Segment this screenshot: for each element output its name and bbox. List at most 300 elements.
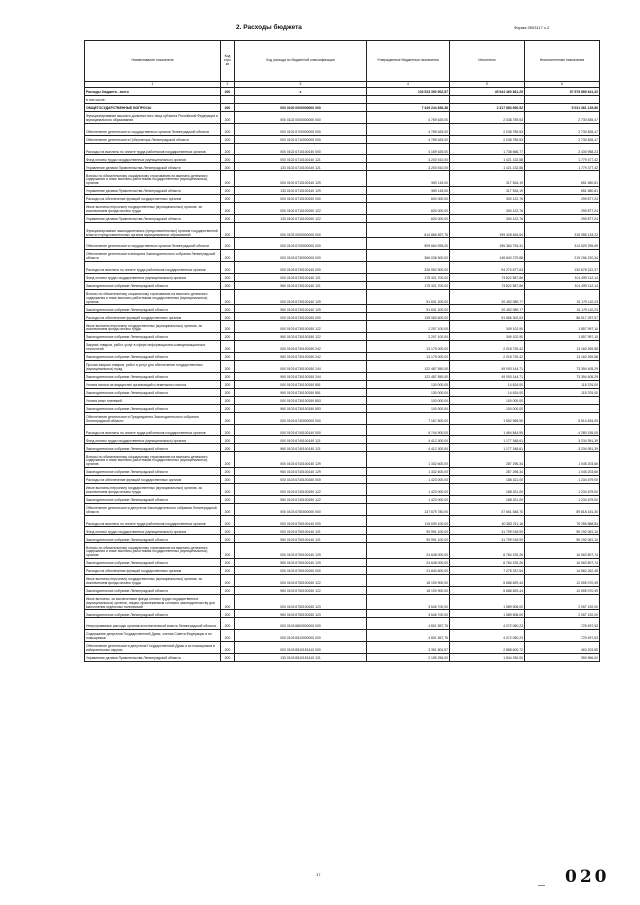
row-code-cell: 200 (221, 503, 235, 515)
row-remaining-cell: 1 779 377,42 (525, 155, 600, 163)
row-remaining-cell (525, 96, 600, 104)
table-row (85, 566, 600, 574)
row-kbk-cell: 000 0103 6740000000 000 (235, 412, 367, 424)
row-approved-cell: 509 664 095,00 (367, 238, 450, 250)
row-remaining-cell: 1 857 997,10 (525, 333, 600, 341)
row-name-cell: Законодательное собрание Ленинградской области (85, 495, 221, 503)
row-approved-cell: 1 423 000,00 (367, 483, 450, 495)
table-row (85, 452, 600, 468)
row-executed-cell: 2 018 730,42 (450, 352, 525, 360)
row-approved-cell: 103 523 350 502,57 (367, 88, 450, 96)
row-name-cell: Управление делами Правительства Ленинградской области (85, 186, 221, 194)
row-remaining-cell: 59 192 081,10 (525, 527, 600, 535)
row-code-cell: 200 (221, 594, 235, 610)
table-row (85, 503, 600, 515)
row-remaining-cell: 1 857 997,10 (525, 321, 600, 333)
row-code-cell: 200 (221, 261, 235, 273)
row-approved-cell: 1 332 600,00 (367, 467, 450, 475)
row-kbk-cell: 000 0103 6810000000 000 (235, 630, 367, 642)
row-name-cell: Обеспечение деятельности Председателя Законодательного собрания Ленинградской области (85, 412, 221, 424)
row-code-cell: 200 (221, 333, 235, 341)
row-executed-cell: 1 652 965,95 (450, 412, 525, 424)
row-code-cell: 200 (221, 618, 235, 630)
row-remaining-cell: 11 160 269,58 (525, 341, 600, 353)
col-number: 5 (450, 82, 525, 88)
row-code-cell: 200 (221, 238, 235, 250)
row-executed-cell: 300 122,76 (450, 214, 525, 222)
row-kbk-cell: 000 0103 6730100140 000 (235, 261, 367, 273)
row-name-cell: Расходы бюджета - всего (85, 88, 221, 96)
row-code-cell: 200 (221, 88, 235, 96)
row-remaining-cell: - (525, 396, 600, 404)
row-name-cell: Законодательное собрание Ленинградской области (85, 333, 221, 341)
row-executed-cell: 4 072 060,23 (450, 618, 525, 630)
row-name-cell: Фонд оплаты труда государственных (муниципальных) органов (85, 273, 221, 281)
table-row (85, 155, 600, 163)
row-remaining-cell: 73 394 405,29 (525, 372, 600, 380)
col-header-remaining: Неисполненные назначения (525, 41, 600, 82)
row-kbk-cell: 000 0103 6730100150 851 (235, 380, 367, 388)
row-kbk-cell: 000 0103 6750100140 000 (235, 515, 367, 527)
col-number: 3 (235, 82, 367, 88)
col-number: 2 (221, 82, 235, 88)
row-kbk-cell: 000 0102 6710000000 000 (235, 135, 367, 143)
row-approved-cell: 100 000,00 (367, 396, 450, 404)
row-kbk-cell: 000 0103 6750100140 121 (235, 527, 367, 535)
col-number: 6 (525, 82, 600, 88)
row-approved-cell: 13 179 000,00 (367, 341, 450, 353)
row-approved-cell: 51 631 200,00 (367, 289, 450, 305)
row-name-cell: Законодательное собрание Ленинградской области (85, 372, 221, 380)
row-executed-cell: 349 102,90 (450, 333, 525, 341)
row-name-cell: Взносы по обязательному социальному страхованию на выплаты денежного содержания и иные выплаты работникам государственных (муниципальных) органов (85, 289, 221, 305)
row-kbk-cell: 000 0103 6700000000 000 (235, 238, 367, 250)
row-code-cell: 200 (221, 566, 235, 574)
table-row (85, 313, 600, 321)
row-name-cell: Расходы на выплаты по оплате труда работников государственных органов (85, 261, 221, 273)
row-name-cell: Законодательное собрание Ленинградской области (85, 404, 221, 412)
row-name-cell: Обеспечение деятельности депутатов Государственной Думы и их помощников в избирательных округах (85, 641, 221, 653)
row-approved-cell: 130 000,00 (367, 388, 450, 396)
row-kbk-cell: 960 0103 6750100150 123 (235, 610, 367, 618)
row-approved-cell: 3 646 700,00 (367, 594, 450, 610)
table-row (85, 412, 600, 424)
row-approved-cell: 175 321 700,00 (367, 281, 450, 289)
row-executed-cell: 8 784 192,26 (450, 558, 525, 566)
row-kbk-cell: 960 0103 6740100140 129 (235, 467, 367, 475)
row-name-cell: Управление делами Правительства Ленинградской области (85, 214, 221, 222)
row-kbk-cell: 000 0103 6730100150 853 (235, 396, 367, 404)
table-row (85, 171, 600, 187)
row-name-cell: Законодательное собрание Ленинградской области (85, 558, 221, 566)
row-approved-cell: 137 679 780,00 (367, 503, 450, 515)
row-code-cell: 200 (221, 112, 235, 124)
row-kbk-cell: x (235, 88, 367, 96)
table-row (85, 594, 600, 610)
row-kbk-cell: 000 0102 6710100140 129 (235, 171, 367, 187)
row-name-cell: Закупка товаров, работ, услуг в сфере информационно-коммуникационных технологий (85, 341, 221, 353)
table-row (85, 352, 600, 360)
row-code-cell: 200 (221, 436, 235, 444)
row-approved-cell: 600 000,00 (367, 214, 450, 222)
table-row (85, 396, 600, 404)
row-kbk-cell: 960 0103 6730100140 121 (235, 281, 367, 289)
table-row (85, 135, 600, 143)
table-row (85, 289, 600, 305)
row-code-cell: 200 (221, 194, 235, 202)
row-code-cell: 200 (221, 341, 235, 353)
row-name-cell: Непрограммные расходы органов исполнительной власти Ленинградской области (85, 618, 221, 630)
table-row (85, 543, 600, 559)
row-executed-cell: 5 688 829,44 (450, 574, 525, 586)
row-executed-cell: 2 038 789,53 (450, 112, 525, 124)
row-kbk-cell: 000 0103 6730100150 000 (235, 313, 367, 321)
row-kbk-cell: 000 0103 6730100140 121 (235, 273, 367, 281)
row-code-cell: 200 (221, 412, 235, 424)
row-kbk-cell: 960 0103 6750100150 122 (235, 586, 367, 594)
row-kbk-cell: 000 0103 6740100140 121 (235, 436, 367, 444)
row-name-cell: Фонд оплаты труда государственных (муниципальных) органов (85, 155, 221, 163)
row-remaining-cell: 1 045 203,66 (525, 467, 600, 475)
row-code-cell: 200 (221, 586, 235, 594)
row-executed-cell: 2 888 600,72 (450, 641, 525, 653)
table-row (85, 186, 600, 194)
row-code-cell: 200 (221, 372, 235, 380)
row-remaining-cell: 12 505 070,49 (525, 574, 600, 586)
row-code-cell: 200 (221, 352, 235, 360)
row-approved-cell: 18 193 900,00 (367, 586, 450, 594)
row-remaining-cell: 14 562 262,46 (525, 566, 600, 574)
row-code-cell: 200 (221, 495, 235, 503)
table-row (85, 104, 600, 112)
table-row (85, 360, 600, 372)
row-executed-cell: 4 072 060,23 (450, 630, 525, 642)
row-remaining-cell: 5 514 634,05 (525, 412, 600, 424)
row-code-cell: 200 (221, 574, 235, 586)
row-name-cell: Расходы на выплаты по оплате труда работников государственных органов (85, 143, 221, 155)
row-code-cell: 200 (221, 305, 235, 313)
row-remaining-cell: 651 580,81 (525, 171, 600, 187)
form-code: Форма 0503117 с.2 (514, 25, 550, 30)
row-code-cell: 200 (221, 424, 235, 436)
row-kbk-cell: 000 0102 6710100140 121 (235, 155, 367, 163)
row-kbk-cell: 000 0102 6710100140 000 (235, 143, 367, 155)
row-approved-cell: 130 000,00 (367, 380, 450, 388)
table-row (85, 467, 600, 475)
row-executed-cell: 287 296,34 (450, 467, 525, 475)
row-executed-cell: 7 278 337,54 (450, 566, 525, 574)
row-approved-cell: 3 351 804,57 (367, 641, 450, 653)
row-code-cell: 200 (221, 467, 235, 475)
row-code-cell: 200 (221, 653, 235, 661)
row-code-cell: 200 (221, 515, 235, 527)
row-executed-cell: 94 274 677,63 (450, 261, 525, 273)
row-approved-cell: 3 200 510,00 (367, 155, 450, 163)
row-executed-cell: 1 421 132,58 (450, 163, 525, 171)
row-kbk-cell: 000 0100 0000000000 000 (235, 104, 367, 112)
row-remaining-cell: - (525, 404, 600, 412)
row-name-cell: Законодательное собрание Ленинградской области (85, 444, 221, 452)
table-row (85, 586, 600, 594)
row-remaining-cell: 1 234 679,00 (525, 483, 600, 495)
page-stamp-number: 020 (565, 867, 610, 887)
row-approved-cell: 600 000,00 (367, 194, 450, 202)
row-remaining-cell: 132 678 222,37 (525, 261, 600, 273)
row-remaining-cell: 651 580,81 (525, 186, 600, 194)
row-name-cell: Уплата иных платежей (85, 396, 221, 404)
table-row (85, 483, 600, 495)
row-remaining-cell: 11 160 269,58 (525, 352, 600, 360)
row-name-cell: Функционирование законодательных (представительных) органов государственной власти и представительных органов муниципальных образований (85, 222, 221, 238)
row-approved-cell: 100 000,00 (367, 404, 450, 412)
row-kbk-cell: 000 0103 6750100150 122 (235, 574, 367, 586)
row-name-cell: Иные выплаты персоналу государственных (муниципальных) органов, за исключением фонда оплаты труда (85, 202, 221, 214)
row-approved-cell (367, 96, 450, 104)
row-kbk-cell: 133 0102 6710100140 129 (235, 186, 367, 194)
row-name-cell: Расходы на обеспечение функций государственных органов (85, 313, 221, 321)
table-row (85, 214, 600, 222)
row-kbk-cell: 133 0102 6710100150 122 (235, 214, 367, 222)
row-kbk-cell: 000 0102 0000000000 000 (235, 112, 367, 124)
row-executed-cell: 199 428 464,54 (450, 222, 525, 238)
row-remaining-cell: 315 358 133,22 (525, 222, 600, 238)
row-code-cell: 200 (221, 444, 235, 452)
row-code-cell: 200 (221, 214, 235, 222)
row-name-cell: Законодательное собрание Ленинградской области (85, 388, 221, 396)
table-row (85, 143, 600, 155)
row-executed-cell: 73 822 587,86 (450, 281, 525, 289)
row-kbk-cell: 960 0103 6730100150 244 (235, 372, 367, 380)
row-name-cell: Обеспечение деятельности государственных органов Ленинградской области (85, 238, 221, 250)
row-executed-cell: 317 534,19 (450, 171, 525, 187)
table-row (85, 574, 600, 586)
row-remaining-cell: 729 497,53 (525, 630, 600, 642)
row-name-cell: Содержание депутатов Государственной Думы, членов Совета Федерации и их помощников (85, 630, 221, 642)
row-name-cell: Управление делами Правительства Ленинградской области (85, 163, 221, 171)
row-remaining-cell: 729 497,53 (525, 618, 600, 630)
table-row (85, 558, 600, 566)
row-name-cell: Управление делами Правительства Ленинградской области (85, 653, 221, 661)
row-remaining-cell: 101 499 112,14 (525, 273, 600, 281)
table-row (85, 163, 600, 171)
row-name-cell: Иные выплаты персоналу государственных (муниципальных) органов, за исключением фонда оплаты труда (85, 483, 221, 495)
row-remaining-cell: 2 730 835,47 (525, 123, 600, 135)
row-name-cell: Расходы на выплаты по оплате труда работников государственных органов (85, 424, 221, 436)
row-name-cell: Законодательное собрание Ленинградской области (85, 281, 221, 289)
row-executed-cell: 100 000,00 (450, 396, 525, 404)
table-row (85, 424, 600, 436)
row-executed-cell: 2 317 883 690,52 (450, 104, 525, 112)
row-code-cell: 200 (221, 163, 235, 171)
row-name-cell: Законодательное собрание Ленинградской области (85, 305, 221, 313)
row-executed-cell: 188 321,00 (450, 483, 525, 495)
row-executed-cell: 2 038 789,53 (450, 123, 525, 135)
row-approved-cell: 4 169 625,00 (367, 143, 450, 155)
row-executed-cell: 349 102,90 (450, 321, 525, 333)
row-executed-cell: 1 589 508,00 (450, 610, 525, 618)
row-kbk-cell: 960 0103 6750100140 129 (235, 558, 367, 566)
row-name-cell: Расходы на выплаты по оплате труда работников государственных органов (85, 515, 221, 527)
row-kbk-cell: 000 0103 6740100140 000 (235, 424, 367, 436)
row-code-cell: 200 (221, 104, 235, 112)
row-executed-cell: 20 452 089,77 (450, 289, 525, 305)
row-approved-cell: 4 769 625,00 (367, 123, 450, 135)
row-executed-cell: 31 799 018,90 (450, 535, 525, 543)
row-approved-cell: 7 349 244 836,38 (367, 104, 450, 112)
table-row (85, 372, 600, 380)
row-approved-cell: 90 991 100,00 (367, 535, 450, 543)
row-kbk-cell: 000 0102 6710100150 122 (235, 202, 367, 214)
row-code-cell: 200 (221, 289, 235, 305)
row-executed-cell: 1 738 666,77 (450, 143, 525, 155)
row-kbk-cell: 000 0103 6740100140 129 (235, 452, 367, 468)
row-name-cell: Взносы по обязательному социальному страхованию на выплаты денежного содержания и иные выплаты работникам государственных (муниципальных) органов (85, 452, 221, 468)
row-code-cell: 200 (221, 396, 235, 404)
row-code-cell: 200 (221, 171, 235, 187)
row-code-cell: 200 (221, 475, 235, 483)
row-kbk-cell: 960 0103 6740100140 121 (235, 444, 367, 452)
row-code-cell: 200 (221, 360, 235, 372)
expenditure-table (84, 40, 600, 662)
row-name-cell: Иные выплаты персоналу государственных (муниципальных) органов, за исключением фонда оплаты труда (85, 321, 221, 333)
row-remaining-cell: 2 430 958,23 (525, 143, 600, 155)
row-remaining-cell: 3 234 951,39 (525, 436, 600, 444)
row-kbk-cell: 960 0103 6730100150 853 (235, 404, 367, 412)
row-kbk-cell: 000 0103 0000000000 000 (235, 222, 367, 238)
row-kbk-cell: 000 0103 6730000000 000 (235, 250, 367, 262)
row-executed-cell: 287 296,34 (450, 452, 525, 468)
row-executed-cell: 49 093 144,71 (450, 360, 525, 372)
col-header-name: Наименование показателя (85, 41, 221, 82)
row-name-cell: Расходы на обеспечение функций государственных органов (85, 475, 221, 483)
row-name-cell: Законодательное собрание Ленинградской области (85, 535, 221, 543)
row-executed-cell: 5 688 829,44 (450, 586, 525, 594)
col-number: 4 (367, 82, 450, 88)
row-kbk-cell: 000 0103 6730100140 129 (235, 289, 367, 305)
table-row (85, 273, 600, 281)
row-name-cell: Иные выплаты, за исключением фонда оплаты труда государственных (муниципальных) органов, лицам, привлекаемым согласно законодательству для выполнения отдельных полномочий (85, 594, 221, 610)
row-kbk-cell: 000 0103 6750100150 123 (235, 594, 367, 610)
table-row (85, 641, 600, 653)
row-kbk-cell: 000 0103 6750100140 129 (235, 543, 367, 559)
table-header-row (85, 41, 600, 82)
row-approved-cell: 600 000,00 (367, 202, 450, 214)
table-row (85, 380, 600, 388)
row-remaining-cell: 2 057 192,00 (525, 610, 600, 618)
row-remaining-cell: 16 063 807,74 (525, 558, 600, 566)
row-remaining-cell: 2 730 835,47 (525, 112, 600, 124)
row-remaining-cell: 31 179 110,23 (525, 289, 600, 305)
table-row (85, 305, 600, 313)
row-remaining-cell: 73 394 405,29 (525, 360, 600, 372)
row-executed-cell: 49 093 144,71 (450, 372, 525, 380)
col-header-kbk: Код расхода по бюджетной классификации (235, 41, 367, 82)
page-number: 17 (316, 872, 321, 877)
row-name-cell: Обеспечение деятельности аппарата Законодательного собрания Ленинградской области (85, 250, 221, 262)
row-approved-cell: 4 412 300,00 (367, 436, 450, 444)
table-row (85, 527, 600, 535)
table-row (85, 88, 600, 96)
row-remaining-cell: 86 517 297,97 (525, 313, 600, 321)
table-row (85, 250, 600, 262)
row-kbk-cell: 000 0103 6810151410 000 (235, 641, 367, 653)
row-executed-cell: 31 799 018,90 (450, 527, 525, 535)
row-kbk-cell: 000 0103 6800000000 000 (235, 618, 367, 630)
table-row (85, 444, 600, 452)
row-code-cell: 200 (221, 535, 235, 543)
row-name-cell: ОБЩЕГОСУДАРСТВЕННЫЕ ВОПРОСЫ (85, 104, 221, 112)
row-executed-cell: 188 321,00 (450, 495, 525, 503)
row-remaining-cell: 12 505 070,49 (525, 586, 600, 594)
row-executed-cell: 2 038 789,53 (450, 135, 525, 143)
row-approved-cell: 4 412 300,00 (367, 444, 450, 452)
row-executed-cell: 1 177 348,61 (450, 436, 525, 444)
row-approved-cell: 1 332 600,00 (367, 452, 450, 468)
row-code-cell: 200 (221, 543, 235, 559)
table-row (85, 96, 600, 104)
row-code-cell: 200 (221, 388, 235, 396)
row-name-cell: Взносы по обязательному социальному страхованию на выплаты денежного содержания и иные выплаты работникам государственных (муниципальных) органов (85, 543, 221, 559)
row-approved-cell: 13 179 000,00 (367, 352, 450, 360)
table-row (85, 261, 600, 273)
table-row (85, 630, 600, 642)
table-row (85, 321, 600, 333)
row-executed-cell: 146 840 279,88 (450, 250, 525, 262)
table-row (85, 341, 600, 353)
row-approved-cell: 4 801 557,76 (367, 630, 450, 642)
row-approved-cell: 1 423 000,00 (367, 495, 450, 503)
row-kbk-cell: 000 0103 6750100150 000 (235, 566, 367, 574)
row-remaining-cell: 219 196 220,34 (525, 250, 600, 262)
col-number: 1 (85, 82, 221, 88)
row-approved-cell: 1 423 000,00 (367, 475, 450, 483)
row-approved-cell: 90 991 100,00 (367, 527, 450, 535)
row-approved-cell: 51 631 200,00 (367, 305, 450, 313)
row-remaining-cell: 75 255 888,84 (525, 515, 600, 527)
table-row (85, 653, 600, 661)
table-body (85, 88, 600, 662)
row-code-cell: 200 (221, 202, 235, 214)
row-executed-cell: 8 784 192,26 (450, 543, 525, 559)
table-row (85, 495, 600, 503)
row-executed-cell: 45 944 460 861,25 (450, 88, 525, 96)
row-code-cell: 200 (221, 155, 235, 163)
col-header-executed: Исполнено (450, 41, 525, 82)
row-kbk-cell: 000 0103 6740100150 122 (235, 483, 367, 495)
row-executed-cell: 1 421 132,58 (450, 155, 525, 163)
row-name-cell: Обеспечение деятельности депутатов Законодательного собрания Ленинградской области (85, 503, 221, 515)
table-row (85, 404, 600, 412)
footer-dash: — (538, 882, 545, 889)
row-remaining-cell: 89 818 151,30 (525, 503, 600, 515)
row-code-cell: 200 (221, 380, 235, 388)
table-row (85, 618, 600, 630)
table-row (85, 112, 600, 124)
table-row (85, 515, 600, 527)
table-row (85, 388, 600, 396)
row-kbk-cell: 133 0102 6710100140 121 (235, 163, 367, 171)
section-title: 2. Расходы бюджета (236, 24, 302, 31)
row-remaining-cell: 31 179 110,23 (525, 305, 600, 313)
row-executed-cell: 51 566 302,03 (450, 313, 525, 321)
table-row (85, 281, 600, 289)
table-row (85, 222, 600, 238)
row-code-cell: 200 (221, 610, 235, 618)
row-executed-cell: 300 122,76 (450, 194, 525, 202)
row-executed-cell: 1 177 348,61 (450, 444, 525, 452)
row-approved-cell: 3 646 700,00 (367, 610, 450, 618)
row-remaining-cell: 299 877,24 (525, 194, 600, 202)
